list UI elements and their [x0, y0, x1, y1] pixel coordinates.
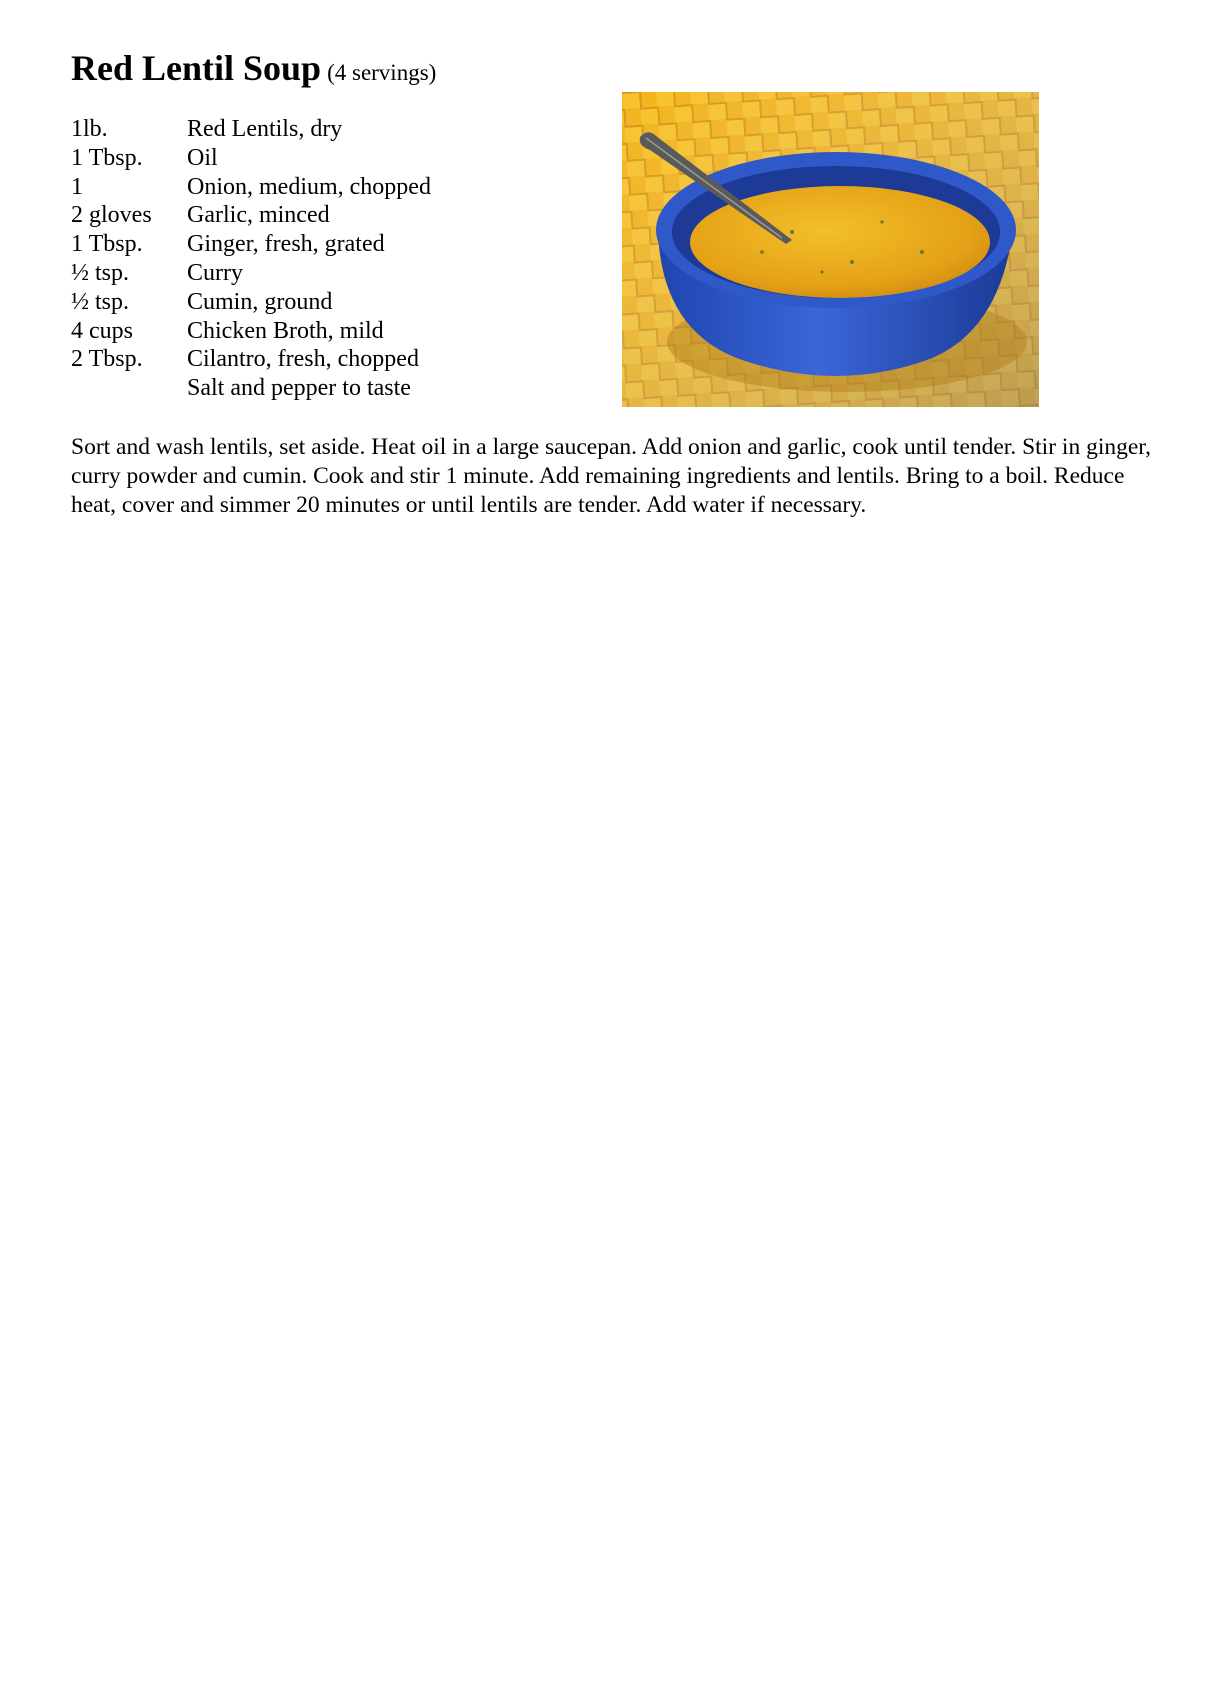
title-line	[71, 44, 436, 97]
ingredient-list	[71, 115, 431, 403]
ingredient-row	[71, 115, 431, 144]
servings-count: (4 servings)	[327, 60, 437, 85]
ingredient-row	[71, 317, 431, 346]
soup-bowl-photo	[622, 92, 1039, 407]
ingredient-quantity: ½ tsp.	[71, 288, 130, 315]
ingredient-name: Oil	[187, 144, 218, 171]
ingredient-row	[71, 173, 431, 202]
ingredient-quantity: 1	[71, 173, 83, 200]
ingredient-quantity: 1lb.	[71, 116, 108, 142]
ingredient-name: Salt and pepper to taste	[187, 375, 411, 402]
recipe-title: Red Lentil Soup	[71, 48, 322, 88]
ingredient-quantity: 4 cups	[71, 317, 133, 344]
ingredient-row	[71, 374, 431, 403]
ingredient-name: Garlic, minced	[187, 202, 330, 229]
ingredient-quantity: 2 gloves	[71, 202, 152, 229]
ingredient-name: Curry	[187, 259, 243, 286]
ingredient-name: Chicken Broth, mild	[187, 317, 384, 344]
ingredient-row	[71, 201, 431, 230]
ingredient-name: Ginger, fresh, grated	[187, 231, 385, 258]
ingredient-name: Cilantro, fresh, chopped	[187, 346, 419, 373]
ingredient-name: Cumin, ground	[187, 288, 333, 315]
ingredient-row	[71, 345, 431, 374]
ingredient-quantity: 2 Tbsp.	[71, 346, 143, 373]
ingredient-quantity	[71, 374, 187, 403]
instructions-paragraph: Sort and wash lentils, set aside. Heat oil in a large saucepan. Add onion and garlic, cook until tender. Stir in ginger, curry powder and cumin. Cook and stir 1 minute. Add remaining ingredients and lentils. Bring to a boil. Reduce heat, cover and simmer 20 minutes or until lentils are tender. Add water if necessary.	[71, 434, 1152, 518]
ingredient-row	[71, 288, 431, 317]
ingredient-quantity: 1 Tbsp.	[71, 231, 143, 258]
ingredient-quantity: ½ tsp.	[71, 259, 130, 286]
ingredient-row	[71, 259, 431, 288]
ingredient-name: Red Lentils, dry	[187, 116, 343, 142]
ingredient-row	[71, 230, 431, 259]
ingredient-row	[71, 144, 431, 173]
ingredient-quantity: 1 Tbsp.	[71, 144, 143, 171]
ingredient-name: Onion, medium, chopped	[187, 173, 431, 200]
